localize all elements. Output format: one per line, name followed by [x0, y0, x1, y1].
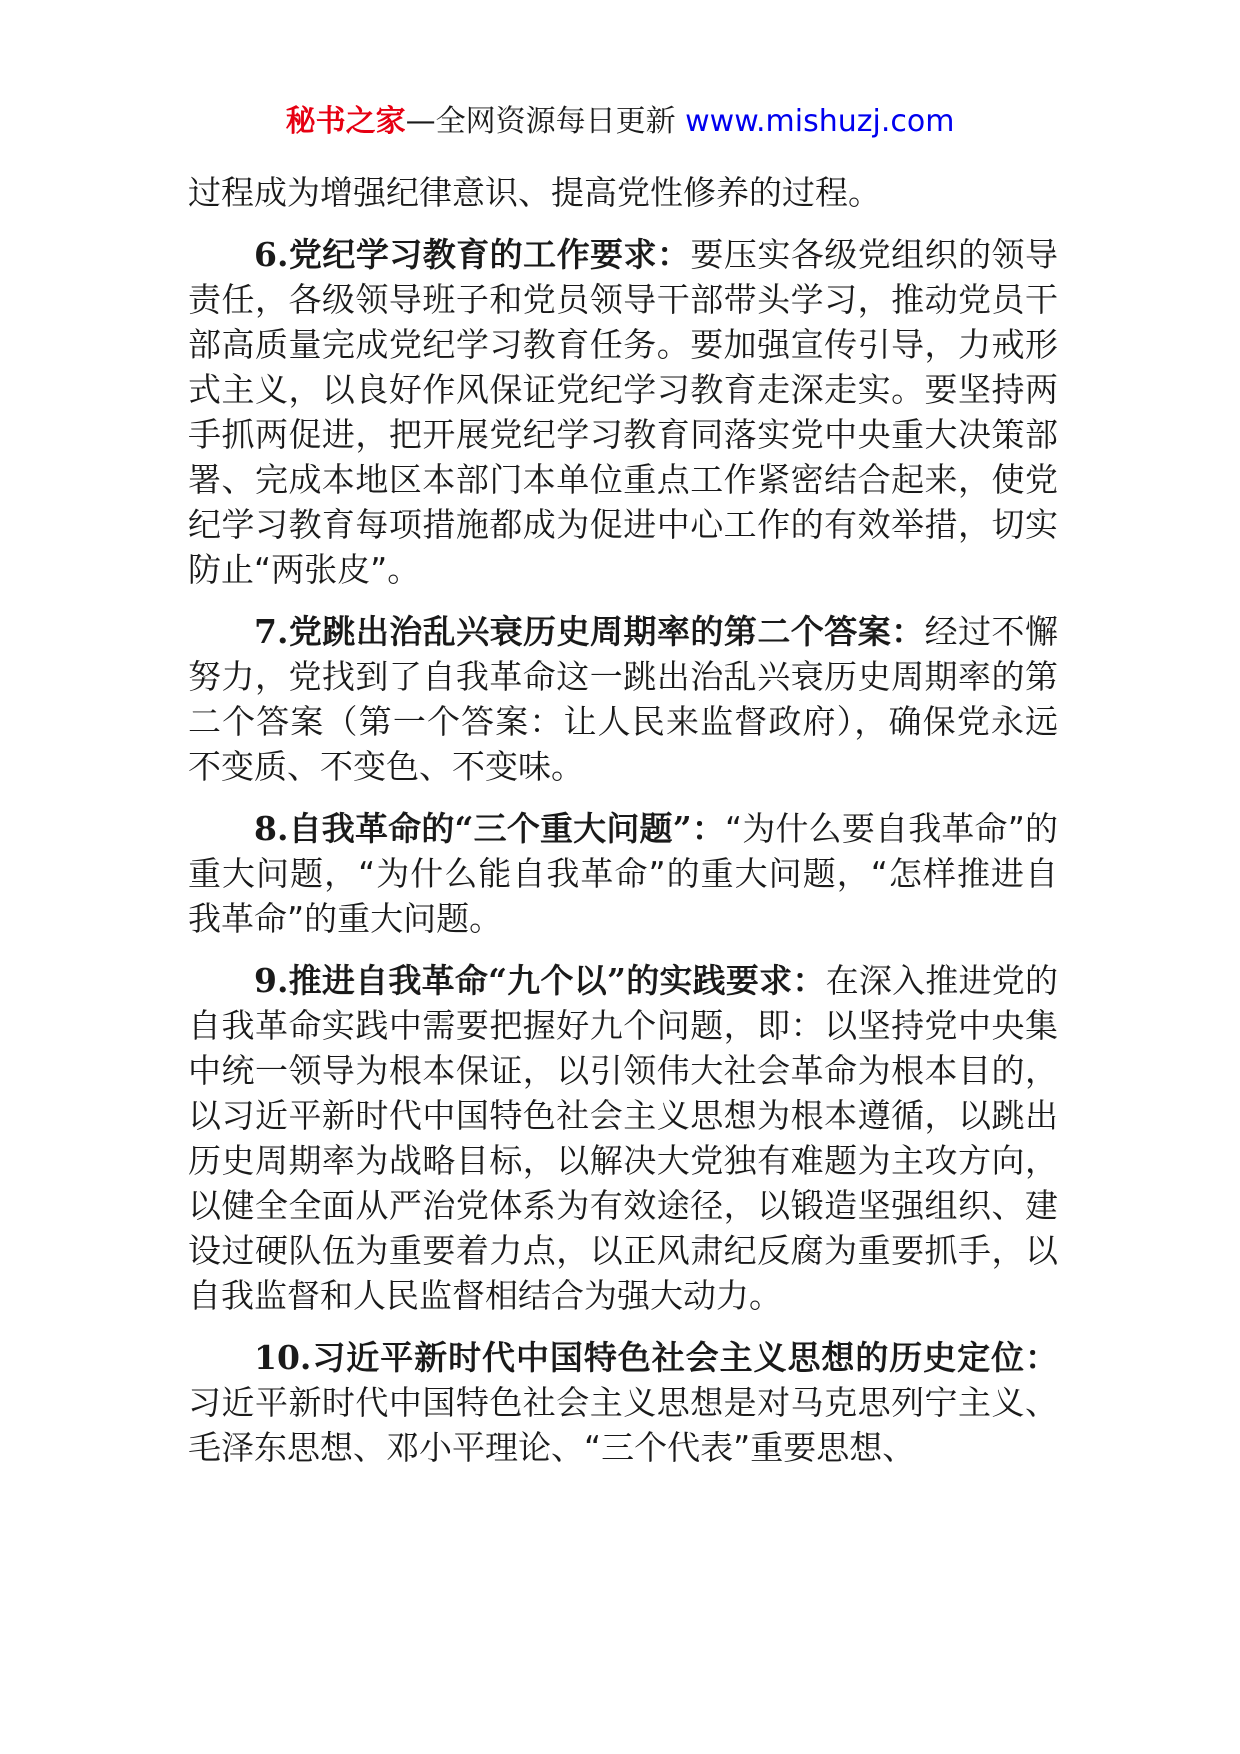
- paragraph-body: 在深入推进党的自我革命实践中需要把握好九个问题，即：以坚持党中央集中统一领导为根本保证，以引领伟大社会革命为根本目的，以习近平新时代中国特色社会主义思想为根本遵循，以跳出历史周期率为战略目标，以解决大党独有难题为主攻方向，以健全全面从严治党体系为有效途径，以锻造坚强组织、建设过硬队伍为重要着力点，以正风肃纪反腐为重要抓手，以自我监督和人民监督相结合为强大动力。: [188, 961, 1059, 1315]
- page-header: [0, 100, 1240, 144]
- paragraph-title: 7.党跳出治乱兴衰历史周期率的第二个答案：: [254, 612, 925, 651]
- paragraph-body: 要压实各级党组织的领导责任，各级领导班子和党员领导干部带头学习，推动党员干部高质量完成党纪学习教育任务。要加强宣传引导，力戒形式主义，以良好作风保证党纪学习教育走深走实。要坚持两手抓两促进，把开展党纪学习教育同落实党中央重大决策部署、完成本地区本部门本单位重点工作紧密结合起来，使党纪学习教育每项措施都成为促进中心工作的有效举措，切实防止“两张皮”。: [188, 235, 1059, 589]
- paragraph: [188, 170, 1058, 215]
- header-brand: 秘书之家: [285, 104, 406, 139]
- paragraph-title: 9.推进自我革命“九个以”的实践要求：: [254, 961, 826, 1000]
- paragraph-title: 8.自我革命的“三个重大问题”：: [254, 809, 726, 848]
- paragraph-body: 习近平新时代中国特色社会主义思想是对马克思列宁主义、毛泽东思想、邓小平理论、“三个代表”重要思想、: [188, 1383, 1058, 1467]
- header-tagline: —全网资源每日更新: [405, 104, 686, 139]
- paragraph-title: 6.党纪学习教育的工作要求：: [254, 235, 691, 274]
- paragraph: [188, 958, 1058, 1318]
- paragraph: [188, 806, 1058, 941]
- paragraph-body: 过程成为增强纪律意识、提高党性修养的过程。: [188, 173, 881, 212]
- paragraph-body: 经过不懈努力，党找到了自我革命这一跳出治乱兴衰历史周期率的第二个答案（第一个答案：让人民来监督政府），确保党永远不变质、不变色、不变味。: [188, 612, 1059, 786]
- document-body: [188, 170, 1058, 1487]
- paragraph-title: 10.习近平新时代中国特色社会主义思想的历史定位：: [254, 1338, 1058, 1377]
- paragraph-body: “为什么要自我革命”的重大问题，“为什么能自我革命”的重大问题，“怎样推进自我革命”的重大问题。: [188, 809, 1058, 938]
- header-url-link[interactable]: www.mishuzj.com: [685, 104, 955, 139]
- paragraph: [188, 232, 1058, 592]
- paragraph: [188, 1335, 1058, 1470]
- paragraph: [188, 609, 1058, 789]
